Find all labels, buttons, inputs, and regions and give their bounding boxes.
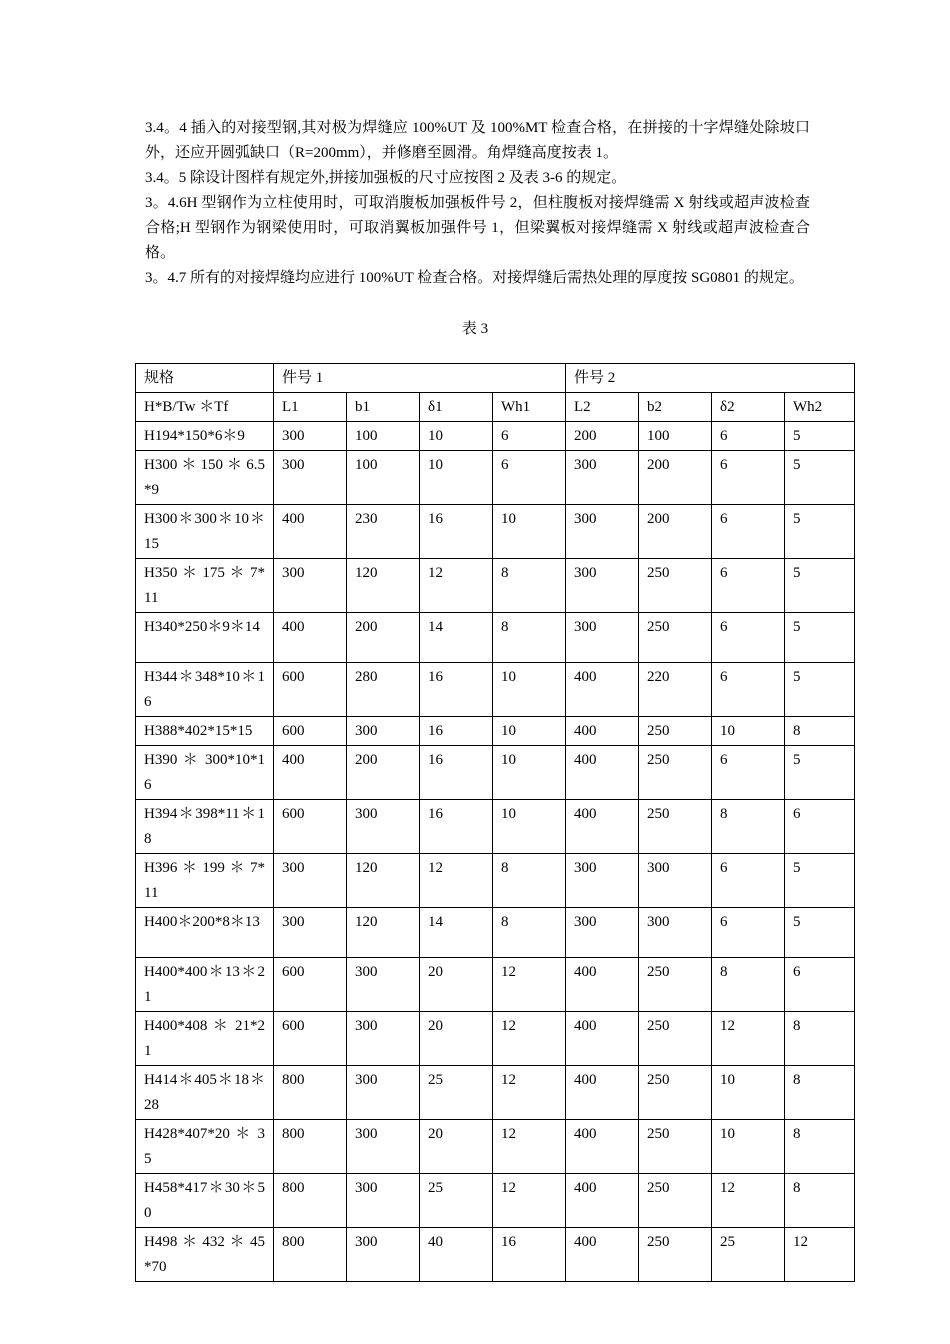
paragraph-3-4-4: 3.4。4 插入的对接型钢,其对极为焊缝应 100%UT 及 100%MT 检查合格，在拼接的十字焊缝处除坡口外，还应开圆弧缺口（R=200mm），并修磨至圆滑。角焊缝高度按表 1。 [145, 120, 810, 161]
value-cell: 230 [347, 505, 420, 559]
value-cell: 200 [566, 422, 639, 451]
value-cell: 8 [785, 1174, 855, 1228]
value-cell: 300 [347, 1228, 420, 1282]
value-cell: 6 [712, 422, 785, 451]
spec-cell: H498 ＊ 432 ＊ 45*70 [136, 1228, 274, 1282]
value-cell: 6 [712, 613, 785, 663]
splice-plate-table [135, 363, 855, 1282]
value-cell: 400 [566, 958, 639, 1012]
value-cell: 200 [347, 613, 420, 663]
value-cell: 5 [785, 663, 855, 717]
value-cell: 100 [347, 451, 420, 505]
value-cell: 14 [420, 613, 493, 663]
value-cell: 300 [566, 854, 639, 908]
value-cell: 8 [493, 559, 566, 613]
spec-cell: H344＊348*10＊16 [136, 663, 274, 717]
value-cell: 8 [712, 958, 785, 1012]
value-cell: 400 [274, 613, 347, 663]
value-cell: 250 [639, 800, 712, 854]
paragraph-3-4-5: 3.4。5 除设计图样有规定外,拼接加强板的尺寸应按图 2 及表 3-6 的规定。 [145, 170, 627, 186]
spec-cell: H194*150*6＊9 [136, 422, 274, 451]
table-column-header-row [136, 393, 855, 422]
value-cell: 100 [347, 422, 420, 451]
value-cell: 40 [420, 1228, 493, 1282]
value-cell: 12 [785, 1228, 855, 1282]
value-cell: 300 [274, 908, 347, 958]
value-cell: 8 [785, 1066, 855, 1120]
value-cell: 300 [566, 505, 639, 559]
value-cell: 250 [639, 613, 712, 663]
value-cell: 800 [274, 1120, 347, 1174]
table-row [136, 451, 855, 505]
value-cell: 250 [639, 1066, 712, 1120]
column-header: δ1 [420, 393, 493, 422]
value-cell: 8 [493, 908, 566, 958]
value-cell: 10 [420, 451, 493, 505]
value-cell: 10 [493, 800, 566, 854]
value-cell: 6 [712, 854, 785, 908]
value-cell: 400 [566, 1066, 639, 1120]
column-header: Wh1 [493, 393, 566, 422]
value-cell: 250 [639, 717, 712, 746]
value-cell: 800 [274, 1066, 347, 1120]
value-cell: 12 [712, 1174, 785, 1228]
value-cell: 5 [785, 505, 855, 559]
spec-cell: H458*417＊30＊50 [136, 1174, 274, 1228]
column-header: H*B/Tw ＊Tf [136, 393, 274, 422]
value-cell: 6 [712, 746, 785, 800]
value-cell: 600 [274, 800, 347, 854]
value-cell: 8 [712, 800, 785, 854]
value-cell: 300 [566, 613, 639, 663]
value-cell: 6 [785, 800, 855, 854]
value-cell: 300 [639, 908, 712, 958]
paragraph-3-4-7: 3。4.7 所有的对接焊缝均应进行 100%UT 检查合格。对接焊缝后需热处理的厚度按 SG0801 的规定。 [145, 270, 804, 286]
value-cell: 6 [712, 559, 785, 613]
spec-cell: H388*402*15*15 [136, 717, 274, 746]
value-cell: 10 [493, 505, 566, 559]
value-cell: 6 [493, 422, 566, 451]
value-cell: 300 [566, 451, 639, 505]
value-cell: 12 [493, 1174, 566, 1228]
spec-cell: H390 ＊ 300*10*16 [136, 746, 274, 800]
table-row [136, 800, 855, 854]
table-row [136, 1228, 855, 1282]
value-cell: 5 [785, 746, 855, 800]
value-cell: 300 [274, 854, 347, 908]
value-cell: 120 [347, 908, 420, 958]
value-cell: 8 [493, 854, 566, 908]
value-cell: 10 [493, 663, 566, 717]
table-row [136, 1174, 855, 1228]
value-cell: 8 [785, 1120, 855, 1174]
spec-cell: H300 ＊ 150 ＊ 6.5*9 [136, 451, 274, 505]
value-cell: 600 [274, 663, 347, 717]
value-cell: 20 [420, 958, 493, 1012]
value-cell: 14 [420, 908, 493, 958]
value-cell: 300 [347, 1012, 420, 1066]
value-cell: 300 [639, 854, 712, 908]
value-cell: 400 [566, 663, 639, 717]
value-cell: 25 [420, 1066, 493, 1120]
value-cell: 16 [420, 746, 493, 800]
column-header: L1 [274, 393, 347, 422]
value-cell: 250 [639, 1228, 712, 1282]
value-cell: 5 [785, 422, 855, 451]
table-row [136, 958, 855, 1012]
value-cell: 400 [274, 505, 347, 559]
value-cell: 600 [274, 1012, 347, 1066]
value-cell: 800 [274, 1228, 347, 1282]
table-group-header-row [136, 364, 855, 393]
value-cell: 100 [639, 422, 712, 451]
spec-cell: H400*400＊13＊21 [136, 958, 274, 1012]
value-cell: 400 [566, 1120, 639, 1174]
value-cell: 300 [274, 422, 347, 451]
value-cell: 16 [420, 663, 493, 717]
value-cell: 300 [347, 1066, 420, 1120]
column-header: b2 [639, 393, 712, 422]
table-row [136, 746, 855, 800]
value-cell: 6 [493, 451, 566, 505]
table-row [136, 613, 855, 663]
column-header: Wh2 [785, 393, 855, 422]
spec-cell: H396 ＊ 199 ＊ 7*11 [136, 854, 274, 908]
value-cell: 120 [347, 559, 420, 613]
spec-cell: H340*250＊9＊14 [136, 613, 274, 663]
value-cell: 250 [639, 1120, 712, 1174]
value-cell: 280 [347, 663, 420, 717]
value-cell: 400 [274, 746, 347, 800]
value-cell: 5 [785, 559, 855, 613]
value-cell: 5 [785, 854, 855, 908]
value-cell: 300 [347, 717, 420, 746]
value-cell: 600 [274, 717, 347, 746]
value-cell: 250 [639, 1174, 712, 1228]
column-header: L2 [566, 393, 639, 422]
value-cell: 200 [639, 505, 712, 559]
value-cell: 8 [785, 717, 855, 746]
value-cell: 400 [566, 1228, 639, 1282]
value-cell: 6 [712, 451, 785, 505]
value-cell: 8 [493, 613, 566, 663]
value-cell: 12 [712, 1012, 785, 1066]
value-cell: 300 [566, 559, 639, 613]
value-cell: 300 [347, 1120, 420, 1174]
value-cell: 200 [639, 451, 712, 505]
value-cell: 400 [566, 1012, 639, 1066]
value-cell: 250 [639, 746, 712, 800]
value-cell: 12 [420, 854, 493, 908]
paragraph-3-4-6: 3。4.6H 型钢作为立柱使用时，可取消腹板加强板件号 2，但柱腹板对接焊缝需 X 射线或超声波检查合格;H 型钢作为钢梁使用时，可取消翼板加强件号 1，但梁翼板对接焊缝需 X 射线或超声波检查合格。 [145, 195, 810, 261]
value-cell: 10 [493, 746, 566, 800]
column-header: δ2 [712, 393, 785, 422]
value-cell: 300 [347, 1174, 420, 1228]
value-cell: 400 [566, 746, 639, 800]
value-cell: 250 [639, 1012, 712, 1066]
value-cell: 16 [493, 1228, 566, 1282]
table-caption: 表 3 [461, 321, 489, 337]
value-cell: 20 [420, 1012, 493, 1066]
value-cell: 6 [712, 663, 785, 717]
value-cell: 400 [566, 717, 639, 746]
value-cell: 6 [712, 908, 785, 958]
value-cell: 600 [274, 958, 347, 1012]
spec-cell: H414＊405＊18＊28 [136, 1066, 274, 1120]
value-cell: 250 [639, 958, 712, 1012]
value-cell: 300 [347, 800, 420, 854]
value-cell: 6 [712, 505, 785, 559]
value-cell: 10 [712, 1066, 785, 1120]
value-cell: 5 [785, 908, 855, 958]
spec-cell: H300＊300＊10＊15 [136, 505, 274, 559]
value-cell: 12 [493, 1120, 566, 1174]
value-cell: 220 [639, 663, 712, 717]
value-cell: 250 [639, 559, 712, 613]
value-cell: 12 [493, 1066, 566, 1120]
value-cell: 25 [420, 1174, 493, 1228]
header-part2: 件号 2 [566, 364, 855, 393]
value-cell: 5 [785, 613, 855, 663]
value-cell: 300 [274, 559, 347, 613]
header-spec: 规格 [136, 364, 274, 393]
value-cell: 16 [420, 800, 493, 854]
spec-cell: H394＊398*11＊18 [136, 800, 274, 854]
table-row [136, 1012, 855, 1066]
value-cell: 12 [493, 958, 566, 1012]
value-cell: 10 [712, 717, 785, 746]
value-cell: 120 [347, 854, 420, 908]
value-cell: 400 [566, 1174, 639, 1228]
spec-cell: H400＊200*8＊13 [136, 908, 274, 958]
value-cell: 8 [785, 1012, 855, 1066]
value-cell: 16 [420, 717, 493, 746]
table-row [136, 854, 855, 908]
table-row [136, 1066, 855, 1120]
value-cell: 16 [420, 505, 493, 559]
value-cell: 300 [566, 908, 639, 958]
value-cell: 5 [785, 451, 855, 505]
spec-cell: H428*407*20 ＊ 35 [136, 1120, 274, 1174]
table-row [136, 908, 855, 958]
table-row [136, 663, 855, 717]
spec-cell: H400*408 ＊ 21*21 [136, 1012, 274, 1066]
value-cell: 10 [420, 422, 493, 451]
value-cell: 200 [347, 746, 420, 800]
value-cell: 6 [785, 958, 855, 1012]
value-cell: 12 [420, 559, 493, 613]
value-cell: 10 [493, 717, 566, 746]
value-cell: 12 [493, 1012, 566, 1066]
value-cell: 25 [712, 1228, 785, 1282]
spec-cell: H350 ＊ 175 ＊ 7*11 [136, 559, 274, 613]
value-cell: 300 [274, 451, 347, 505]
table-row [136, 422, 855, 451]
table-row [136, 717, 855, 746]
column-header: b1 [347, 393, 420, 422]
table-row [136, 1120, 855, 1174]
header-part1: 件号 1 [274, 364, 566, 393]
value-cell: 400 [566, 800, 639, 854]
value-cell: 800 [274, 1174, 347, 1228]
value-cell: 20 [420, 1120, 493, 1174]
table-row [136, 505, 855, 559]
value-cell: 10 [712, 1120, 785, 1174]
value-cell: 300 [347, 958, 420, 1012]
table-row [136, 559, 855, 613]
